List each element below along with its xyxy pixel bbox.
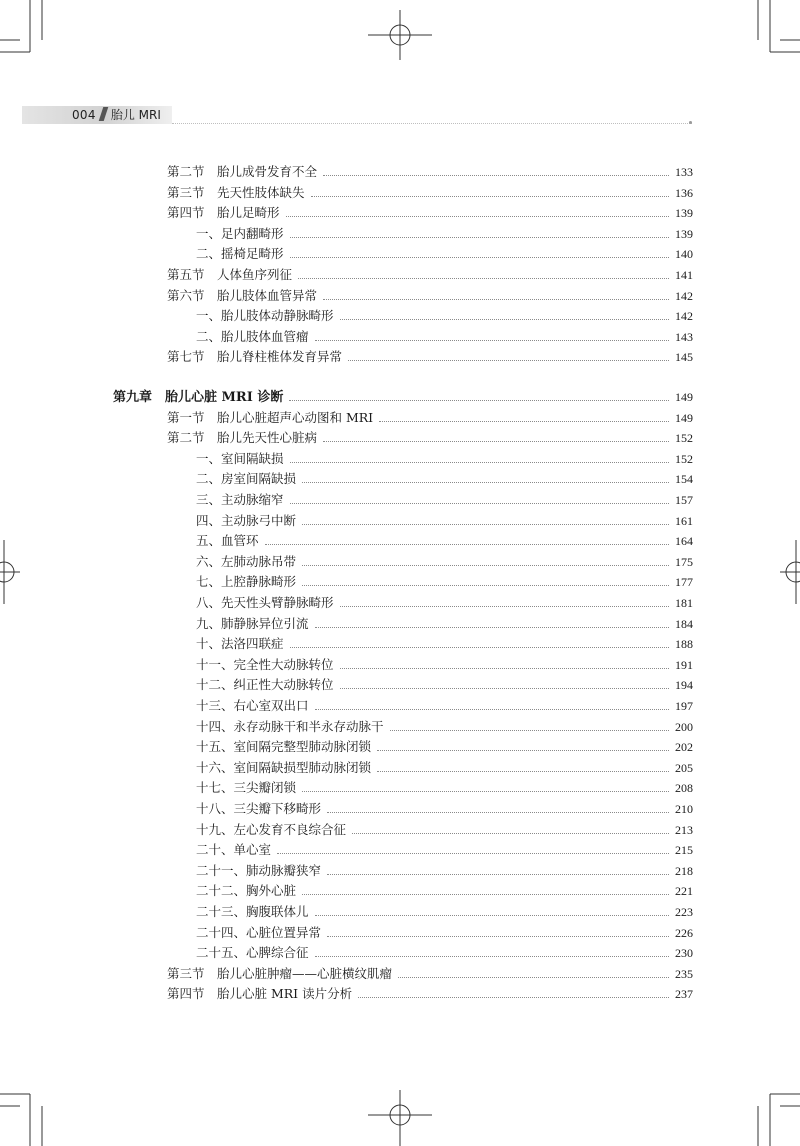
toc-entry-page: 213 <box>675 822 693 837</box>
toc-dot-leader <box>323 441 669 442</box>
toc-entry-page: 197 <box>675 699 693 713</box>
running-header <box>72 106 161 124</box>
toc-entry-label: 十六、室间隔缺损型肺动脉闭锁 <box>196 759 372 775</box>
toc-dot-leader <box>390 730 669 731</box>
toc-entry-page: 226 <box>675 925 693 940</box>
toc-entry-page: 175 <box>675 554 693 569</box>
toc-item-entry <box>196 508 693 529</box>
toc-entry-page: 145 <box>675 350 693 365</box>
toc-section-entry <box>167 344 693 365</box>
toc-dot-leader <box>315 709 669 710</box>
toc-item-entry <box>196 569 693 590</box>
toc-entry-page: 142 <box>675 309 693 324</box>
toc-entry-label: 二十、单心室 <box>196 842 272 858</box>
toc-dot-leader <box>315 340 669 341</box>
toc-item-entry <box>196 672 693 693</box>
toc-item-entry <box>196 528 693 549</box>
toc-item-entry <box>196 324 693 345</box>
toc-dot-leader <box>323 175 669 176</box>
toc-entry-page: 223 <box>675 905 693 919</box>
toc-item-entry <box>196 920 693 941</box>
toc-entry-page: 205 <box>675 760 693 775</box>
toc-entry-label: 十五、室间隔完整型肺动脉闭锁 <box>196 739 372 755</box>
toc-dot-leader <box>379 421 669 422</box>
registration-target-bottom <box>368 1090 432 1146</box>
toc-dot-leader <box>352 833 669 834</box>
toc-dot-leader <box>315 627 669 628</box>
crop-mark-bottom-right <box>740 1086 800 1146</box>
toc-section-entry <box>167 405 693 426</box>
toc-entry-label: 二、摇椅足畸形 <box>196 246 284 262</box>
toc-section-entry <box>167 200 693 221</box>
toc-item-entry <box>196 611 693 632</box>
toc-chapter-entry <box>113 384 693 405</box>
toc-entry-page: 177 <box>675 575 693 590</box>
toc-dot-leader <box>315 956 669 957</box>
toc-entry-page: 161 <box>675 513 693 528</box>
toc-entry-page: 215 <box>675 843 693 858</box>
toc-dot-leader <box>302 894 669 895</box>
toc-dot-leader <box>302 482 669 483</box>
toc-entry-page: 141 <box>675 268 693 282</box>
registration-target-top <box>368 10 432 60</box>
header-slash-icon <box>99 107 109 121</box>
toc-entry-label: 四、主动脉弓中断 <box>196 512 297 528</box>
toc-item-entry <box>196 466 693 487</box>
toc-entry-label: 十九、左心发育不良综合征 <box>196 821 347 837</box>
toc-entry-label: 六、左肺动脉吊带 <box>196 553 297 569</box>
toc-dot-leader <box>358 997 669 998</box>
toc-dot-leader <box>290 647 669 648</box>
toc-entry-label: 十一、完全性大动脉转位 <box>196 656 334 672</box>
toc-section-entry <box>167 425 693 446</box>
toc-entry-label: 十七、三尖瓣闭锁 <box>196 780 297 796</box>
toc-entry-label: 九、肺静脉异位引流 <box>196 615 309 631</box>
toc-entry-page: 139 <box>675 206 693 221</box>
toc-dot-leader <box>298 278 669 279</box>
toc-dot-leader <box>377 750 669 751</box>
toc-entry-page: 237 <box>675 987 693 1002</box>
toc-entry-page: 235 <box>675 966 693 981</box>
toc-dot-leader <box>327 874 669 875</box>
toc-entry-label: 十、法洛四联症 <box>196 636 284 652</box>
toc-entry-page: 154 <box>675 472 693 487</box>
toc-entry-page: 149 <box>675 390 693 404</box>
toc-dot-leader <box>348 360 669 361</box>
toc-entry-page: 152 <box>675 451 693 466</box>
toc-entry-label: 七、上腔静脉畸形 <box>196 574 297 590</box>
header-rule <box>172 123 692 124</box>
toc-dot-leader <box>398 977 669 978</box>
toc-item-entry <box>196 837 693 858</box>
toc-entry-page: 164 <box>675 534 693 549</box>
toc-entry-label: 第三节 胎儿心脏肿瘤——心脏横纹肌瘤 <box>167 965 393 981</box>
toc-section-entry <box>167 180 693 201</box>
header-dot <box>689 121 692 124</box>
toc-item-entry <box>196 775 693 796</box>
toc-entry-label: 十三、右心室双出口 <box>196 698 309 713</box>
registration-target-right <box>780 540 800 604</box>
toc-entry-label: 第五节 人体鱼序列征 <box>167 267 293 282</box>
toc-section-entry <box>167 961 693 982</box>
toc-dot-leader <box>277 853 669 854</box>
toc-entry-page: 139 <box>675 226 693 241</box>
toc-item-entry <box>196 303 693 324</box>
toc-dot-leader <box>290 237 669 238</box>
toc-dot-leader <box>302 791 669 792</box>
toc-entry-label: 五、血管环 <box>196 533 259 549</box>
toc-entry-label: 一、胎儿肢体动静脉畸形 <box>196 308 334 324</box>
toc-item-entry <box>196 652 693 673</box>
toc-dot-leader <box>340 688 669 689</box>
toc-dot-leader <box>289 400 669 401</box>
toc-entry-page: 191 <box>675 657 693 672</box>
toc-entry-label: 二十五、心脾综合征 <box>196 945 309 961</box>
toc-entry-label: 第四节 胎儿心脏 MRI 读片分析 <box>167 986 353 1002</box>
toc-item-entry <box>196 446 693 467</box>
toc-entry-label: 第四节 胎儿足畸形 <box>167 205 280 221</box>
toc-entry-label: 二十三、胸腹联体儿 <box>196 904 309 919</box>
toc-entry-page: 140 <box>675 247 693 262</box>
header-page-number: 004 <box>72 108 96 122</box>
toc-section-entry <box>167 981 693 1002</box>
toc-entry-page: 218 <box>675 863 693 878</box>
toc-entry-label: 一、室间隔缺损 <box>196 450 284 466</box>
toc-entry-label: 第七节 胎儿脊柱椎体发育异常 <box>167 349 343 365</box>
toc-item-entry <box>196 590 693 611</box>
toc-dot-leader <box>290 503 669 504</box>
toc-item-entry <box>196 796 693 817</box>
toc-entry-label: 第三节 先天性肢体缺失 <box>167 184 305 200</box>
toc-entry-label: 二、胎儿肢体血管瘤 <box>196 328 309 344</box>
toc-item-entry <box>196 878 693 899</box>
toc-dot-leader <box>286 216 669 217</box>
toc-entry-label: 十二、纠正性大动脉转位 <box>196 677 334 693</box>
toc-section-entry <box>167 262 693 283</box>
toc-item-entry <box>196 631 693 652</box>
toc-entry-page: 188 <box>675 637 693 652</box>
toc-entry-page: 157 <box>675 493 693 507</box>
toc-dot-leader <box>302 585 669 586</box>
toc-dot-leader <box>315 915 669 916</box>
crop-mark-top-right <box>740 0 800 60</box>
toc-entry-page: 184 <box>675 616 693 631</box>
toc-entry-page: 152 <box>675 431 693 446</box>
toc-entry-page: 133 <box>675 165 693 179</box>
toc-section-entry <box>167 283 693 304</box>
toc-entry-label: 二十四、心脏位置异常 <box>196 924 322 940</box>
toc-dot-leader <box>265 544 669 545</box>
toc-entry-label: 十四、永存动脉干和半永存动脉干 <box>196 718 384 734</box>
toc-entry-label: 一、足内翻畸形 <box>196 225 284 241</box>
toc-entry-label: 八、先天性头臂静脉畸形 <box>196 595 334 610</box>
toc-item-entry <box>196 549 693 570</box>
toc-entry-page: 230 <box>675 946 693 961</box>
toc-dot-leader <box>377 771 669 772</box>
toc-item-entry <box>196 858 693 879</box>
crop-mark-bottom-left <box>0 1086 60 1146</box>
toc-dot-leader <box>340 319 669 320</box>
toc-entry-label: 第二节 胎儿成骨发育不全 <box>167 164 318 179</box>
header-running-title: 胎儿 MRI <box>110 108 161 122</box>
toc-entry-page: 194 <box>675 678 693 693</box>
toc-entry-label: 十八、三尖瓣下移畸形 <box>196 801 322 816</box>
crop-mark-top-left <box>0 0 60 60</box>
toc-dot-leader <box>327 812 669 813</box>
toc-entry-page: 210 <box>675 802 693 816</box>
toc-entry-page: 142 <box>675 288 693 303</box>
toc-entry-label: 二、房室间隔缺损 <box>196 471 297 487</box>
toc-entry-label: 第九章 胎儿心脏 MRI 诊断 <box>113 390 284 405</box>
toc-dot-leader <box>302 565 669 566</box>
toc-dot-leader <box>311 196 669 197</box>
toc-section-entry <box>167 159 693 180</box>
toc-item-entry <box>196 755 693 776</box>
toc-entry-page: 143 <box>675 329 693 344</box>
toc-entry-page: 136 <box>675 185 693 200</box>
toc-entry-page: 221 <box>675 884 693 899</box>
toc-entry-label: 第一节 胎儿心脏超声心动图和 MRI <box>167 409 374 425</box>
toc-item-entry <box>196 714 693 735</box>
toc-dot-leader <box>327 936 669 937</box>
toc-entry-label: 三、主动脉缩窄 <box>196 492 284 507</box>
toc-entry-page: 200 <box>675 719 693 734</box>
toc-entry-label: 二十一、肺动脉瓣狭窄 <box>196 862 322 878</box>
toc-item-entry <box>196 899 693 920</box>
toc-entry-label: 第二节 胎儿先天性心脏病 <box>167 430 318 446</box>
toc-entry-page: 181 <box>675 596 693 610</box>
toc-entry-page: 202 <box>675 740 693 755</box>
toc-dot-leader <box>290 257 669 258</box>
toc-entry-label: 第六节 胎儿肢体血管异常 <box>167 287 318 303</box>
toc-entry-label: 二十二、胸外心脏 <box>196 883 297 899</box>
toc-entry-page: 208 <box>675 781 693 796</box>
toc-dot-leader <box>340 668 669 669</box>
toc-item-entry <box>196 487 693 508</box>
toc-item-entry <box>196 940 693 961</box>
toc-item-entry <box>196 817 693 838</box>
registration-target-left <box>0 540 20 604</box>
toc-item-entry <box>196 693 693 714</box>
toc-dot-leader <box>302 524 669 525</box>
toc-item-entry <box>196 221 693 242</box>
toc-dot-leader <box>340 606 669 607</box>
toc-item-entry <box>196 734 693 755</box>
toc-dot-leader <box>323 299 669 300</box>
toc-entry-page: 149 <box>675 410 693 425</box>
toc-dot-leader <box>290 462 669 463</box>
toc-item-entry <box>196 241 693 262</box>
